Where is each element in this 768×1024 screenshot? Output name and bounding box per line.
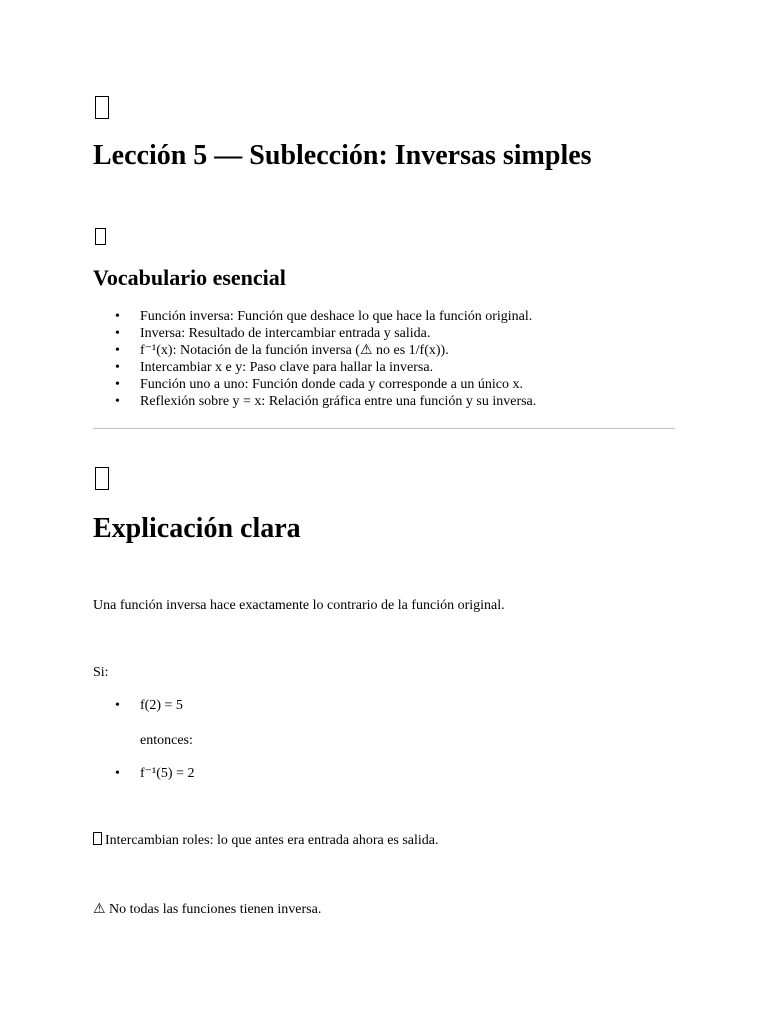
missing-glyph-icon bbox=[95, 96, 109, 119]
example-item: • f(2) = 5 bbox=[93, 697, 183, 714]
if-label: Si: bbox=[93, 665, 109, 680]
section-divider bbox=[93, 428, 675, 429]
vocabulary-item: • Intercambiar x e y: Paso clave para hallar la inversa. bbox=[93, 359, 536, 376]
missing-glyph-icon bbox=[95, 228, 106, 245]
example-item: • f⁻¹(5) = 2 bbox=[93, 765, 194, 782]
vocabulary-heading: Vocabulario esencial bbox=[93, 265, 286, 290]
vocabulary-item: • f⁻¹(x): Notación de la función inversa (⚠ no es 1/f(x)). bbox=[93, 342, 536, 359]
vocabulary-item: • Inversa: Resultado de intercambiar entrada y salida. bbox=[93, 325, 536, 342]
vocabulary-item: • Reflexión sobre y = x: Relación gráfica entre una función y su inversa. bbox=[93, 393, 536, 410]
example-list-first bbox=[93, 697, 183, 714]
warning-note: ⚠ No todas las funciones tienen inversa. bbox=[93, 902, 322, 917]
roles-note bbox=[93, 832, 439, 849]
then-label: entonces: bbox=[140, 733, 193, 748]
explanation-heading: Explicación clara bbox=[93, 513, 301, 544]
explanation-intro: Una función inversa hace exactamente lo contrario de la función original. bbox=[93, 598, 505, 613]
vocabulary-item: • Función inversa: Función que deshace lo que hace la función original. bbox=[93, 308, 536, 325]
missing-glyph-icon bbox=[93, 832, 102, 845]
page-title: Lección 5 — Sublección: Inversas simples bbox=[93, 140, 592, 171]
missing-glyph-icon bbox=[95, 467, 109, 490]
example-list-second bbox=[93, 765, 194, 782]
vocabulary-list bbox=[93, 308, 536, 410]
vocabulary-item: • Función uno a uno: Función donde cada y corresponde a un único x. bbox=[93, 376, 536, 393]
roles-note-text: Intercambian roles: lo que antes era entrada ahora es salida. bbox=[105, 833, 439, 848]
